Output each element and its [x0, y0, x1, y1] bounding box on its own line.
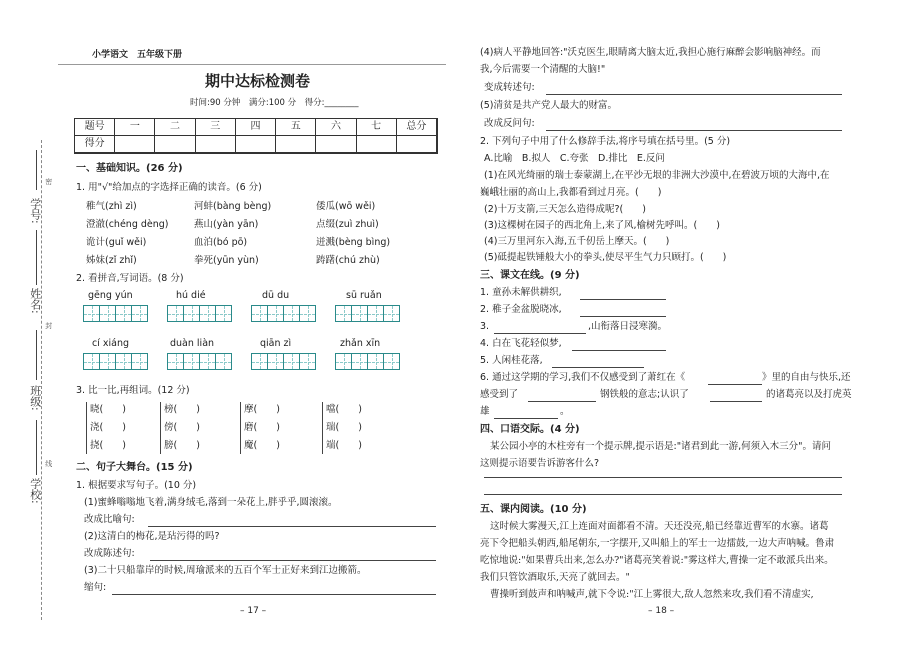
passage-line: 亮下令把船头朝西,船尾朝东,一字摆开,又叫船上的军士一边擂鼓,一边大声呐喊。鲁肃: [480, 538, 835, 549]
writing-box[interactable]: [84, 353, 148, 370]
sentence-4-5: (5)清贫是共产党人最大的财富。: [480, 100, 617, 111]
compare-item[interactable]: 膀( ): [164, 440, 200, 451]
pinyin-choice[interactable]: 踌躇(chú zhù): [316, 255, 380, 266]
writing-box[interactable]: [252, 305, 316, 322]
rhetoric-item-5[interactable]: (5)砥提起铁锤般大小的拳头,使尽平生气力只顾打。( ): [484, 252, 727, 263]
poem-line-1: 1. 童孙未解供耕织,: [480, 287, 562, 298]
answer-line[interactable]: [528, 401, 596, 402]
rhetoric-item-3[interactable]: (3)这棵树在园子的西北角上,来了风,榆树先呼叫。( ): [484, 220, 720, 231]
score-header: 二: [155, 119, 195, 136]
poem-line-5: 5. 人闲桂花落,: [480, 355, 543, 366]
pinyin-label: hú dié: [176, 290, 206, 301]
poem-line-2: 2. 稚子金盆脱晓冰,: [480, 304, 562, 315]
answer-line[interactable]: [150, 560, 436, 561]
pinyin-label: gēng yún: [88, 290, 133, 301]
score-header: 六: [316, 119, 356, 136]
answer-line[interactable]: [708, 384, 762, 385]
answer-line[interactable]: [484, 477, 842, 478]
side-label-banji: 班级:: [28, 385, 42, 411]
pinyin-choice[interactable]: 澄澈(chéng dèng): [86, 219, 169, 230]
passage-line: 曹操听到鼓声和呐喊声,就下令说:"江上雾很大,敌人忽然来攻,我们看不清虚实,: [490, 589, 814, 600]
compare-item[interactable]: 磨( ): [244, 422, 280, 433]
pinyin-choice[interactable]: 血泊(bó pō): [194, 237, 248, 248]
question-6-line3: 雄: [480, 406, 490, 417]
compare-item[interactable]: 瑞( ): [326, 422, 362, 433]
compare-item[interactable]: 晓( ): [90, 404, 126, 415]
page-header: 小学语文 五年级下册: [92, 50, 183, 60]
score-cell[interactable]: [236, 136, 276, 153]
sentence-4-1: (1)蜜蜂嗡嗡地飞着,满身绒毛,落到一朵花上,胖乎乎,圆滚滚。: [84, 497, 338, 508]
score-header: 四: [236, 119, 276, 136]
pinyin-label: qiān zì: [260, 338, 292, 349]
question-1: 1. 用"√"给加点的字选择正确的读音。(6 分): [76, 182, 262, 193]
side-mark-feng: 封: [44, 322, 53, 329]
pinyin-choice[interactable]: 点缀(zuì zhuì): [316, 219, 379, 230]
answer-line[interactable]: [580, 316, 666, 317]
oral-prompt: 某公园小亭的木柱旁有一个提示牌,提示语是:"诸君到此一游,何须入木三分"。请问: [490, 441, 831, 452]
passage-line: 吃惊地说:"如果曹兵出来,怎么办?"诸葛亮笑着说:"雾这样大,曹操一定不敢派兵出来。: [480, 555, 834, 566]
score-cell[interactable]: [397, 136, 437, 153]
score-cell[interactable]: [115, 136, 155, 153]
question-6: 6. 通过这学期的学习,我们不仅感受到了萧红在《: [480, 372, 686, 383]
score-cell[interactable]: [316, 136, 356, 153]
score-header: 总分: [397, 119, 437, 136]
compare-item[interactable]: 傍( ): [164, 422, 200, 433]
pinyin-choice[interactable]: 姊妹(zǐ zhǐ): [86, 255, 137, 266]
question-3: 3. 比一比,再组词。(12 分): [76, 385, 190, 396]
rewrite-label: 改成反问句:: [484, 118, 535, 129]
side-label-xuehao: 学号:: [28, 198, 42, 224]
side-label-xingming: 姓名:: [28, 288, 42, 314]
poem-line-3: 3.: [480, 321, 490, 332]
page-number-left: – 17 –: [240, 606, 267, 616]
question-4: 1. 根据要求写句子。(10 分): [76, 480, 197, 491]
score-header: 五: [276, 119, 316, 136]
rewrite-label: 改成比喻句:: [84, 514, 135, 525]
section-3-heading: 三、课文在线。(9 分): [480, 270, 580, 281]
pinyin-label: sū ruǎn: [346, 290, 382, 301]
side-label-xuexiao: 学校:: [28, 478, 42, 504]
pinyin-label: cí xiáng: [92, 338, 130, 349]
compare-item[interactable]: 挠( ): [90, 440, 126, 451]
writing-box[interactable]: [168, 353, 232, 370]
writing-box[interactable]: [336, 353, 400, 370]
score-header: 三: [196, 119, 236, 136]
question-2: 2. 看拼音,写词语。(8 分): [76, 273, 184, 284]
score-header: 一: [115, 119, 155, 136]
rhetoric-item-1: (1)在风光绮丽的瑞士泰蒙湖上,在平沙无垠的非洲大沙漠中,在碧波万顷的大海中,在: [484, 170, 830, 181]
side-mark-mi: 密: [44, 178, 53, 185]
poem-line-4: 4. 白在飞花轻似梦,: [480, 338, 562, 349]
compare-item[interactable]: 榜( ): [164, 404, 200, 415]
compare-item[interactable]: 浇( ): [90, 422, 126, 433]
compare-item[interactable]: 端( ): [326, 440, 362, 451]
answer-line[interactable]: [572, 350, 666, 351]
score-cell[interactable]: [276, 136, 316, 153]
sentence-4-2: (2)这清白的梅花,是玷污得的吗?: [84, 531, 220, 542]
writing-box[interactable]: [168, 305, 232, 322]
question-6-line2b: 钢铁般的意志;认识了: [600, 389, 689, 400]
pinyin-choice[interactable]: 迸溅(bèng bìng): [316, 237, 391, 248]
score-row-label: 得分: [75, 136, 115, 153]
answer-line[interactable]: [546, 130, 842, 131]
exam-title: 期中达标检测卷: [205, 72, 311, 90]
question-6-cont: 》里的自由与快乐,还: [762, 372, 851, 383]
rewrite-label: 变成转述句:: [484, 82, 535, 93]
pinyin-choice[interactable]: 倭瓜(wō wěi): [316, 201, 376, 212]
pinyin-choice[interactable]: 诡计(guǐ wěi): [86, 237, 147, 248]
answer-line[interactable]: [484, 494, 842, 495]
section-4-heading: 四、口语交际。(4 分): [480, 424, 580, 435]
rhetoric-item-1-cont[interactable]: 巍峨壮丽的高山上,我都看到过月亮。( ): [480, 187, 662, 198]
score-cell[interactable]: [155, 136, 195, 153]
pinyin-choice[interactable]: 稚气(zhì zì): [86, 201, 137, 212]
sentence-4-3: (3)二十只船靠岸的时候,周瑜派来的五百个军士正好来到江边搬箭。: [84, 565, 367, 576]
exam-meta: 时间:90 分钟 满分:100 分 得分:________: [190, 98, 359, 108]
section-1-heading: 一、基础知识。(26 分): [76, 163, 183, 174]
pinyin-label: dū du: [262, 290, 290, 301]
sentence-4-4: (4)病人平静地回答:"沃克医生,眼睛离大脑太近,我担心施行麻醉会影响脑神经。而: [480, 47, 821, 58]
page-number-right: – 18 –: [648, 606, 675, 616]
section-2-heading: 二、句子大舞台。(15 分): [76, 462, 193, 473]
score-header: 七: [357, 119, 397, 136]
answer-line[interactable]: [710, 401, 762, 402]
compare-item[interactable]: 噹( ): [326, 404, 362, 415]
answer-line[interactable]: [546, 94, 842, 95]
score-table: [74, 118, 438, 154]
answer-line[interactable]: [148, 526, 436, 527]
section-5-heading: 五、课内阅读。(10 分): [480, 504, 587, 515]
score-cell[interactable]: [196, 136, 236, 153]
compare-item[interactable]: 魔( ): [244, 440, 280, 451]
compare-item[interactable]: 摩( ): [244, 404, 280, 415]
passage-line: 我们只管饮酒取乐,天亮了就回去。": [480, 572, 630, 583]
pinyin-label: zhǎn xīn: [340, 338, 381, 349]
sentence-4-4-cont: 我,今后需要一个清醒的大脑!": [480, 64, 606, 75]
writing-box[interactable]: [336, 305, 400, 322]
answer-line[interactable]: [112, 594, 436, 595]
rewrite-label: 改成陈述句:: [84, 548, 135, 559]
pinyin-choice[interactable]: 河蚌(bàng bèng): [194, 201, 272, 212]
question-6-line2c: 的诸葛亮以及打虎英: [766, 389, 852, 400]
passage-line: 这时候大雾漫天,江上连面对面都看不清。天还没亮,船已经靠近曹军的水寨。诸葛: [490, 521, 829, 532]
rhetoric-item-4[interactable]: (4)三万里河东入海,五千仞岳上摩天。( ): [484, 236, 670, 247]
answer-line[interactable]: [494, 333, 586, 334]
pinyin-choice[interactable]: 拳死(yūn yùn): [194, 255, 259, 266]
rewrite-label: 缩句:: [84, 582, 107, 593]
side-mark-xian: 线: [44, 460, 53, 467]
writing-box[interactable]: [84, 305, 148, 322]
poem-line-3-end: ,山衔落日浸寒漪。: [588, 321, 668, 332]
answer-line[interactable]: [580, 299, 666, 300]
question-5: 2. 下列句子中用了什么修辞手法,将序号填在括号里。(5 分): [480, 136, 731, 147]
question-6-end: 。: [560, 406, 570, 417]
pinyin-choice[interactable]: 燕山(yàn yān): [194, 219, 259, 230]
rhetoric-options: A.比喻 B.拟人 C.夸张 D.排比 E.反问: [484, 153, 665, 164]
answer-line[interactable]: [552, 367, 644, 368]
rhetoric-item-2[interactable]: (2)十万支箭,三天怎么造得成呢?( ): [484, 204, 646, 215]
answer-line[interactable]: [494, 418, 558, 419]
score-header: 题号: [75, 119, 115, 136]
oral-prompt-cont: 这则提示语要告诉游客什么?: [480, 458, 600, 469]
writing-box[interactable]: [252, 353, 316, 370]
score-cell[interactable]: [357, 136, 397, 153]
question-6-line2: 感受到了: [480, 389, 519, 400]
pinyin-label: duàn liàn: [170, 338, 215, 349]
